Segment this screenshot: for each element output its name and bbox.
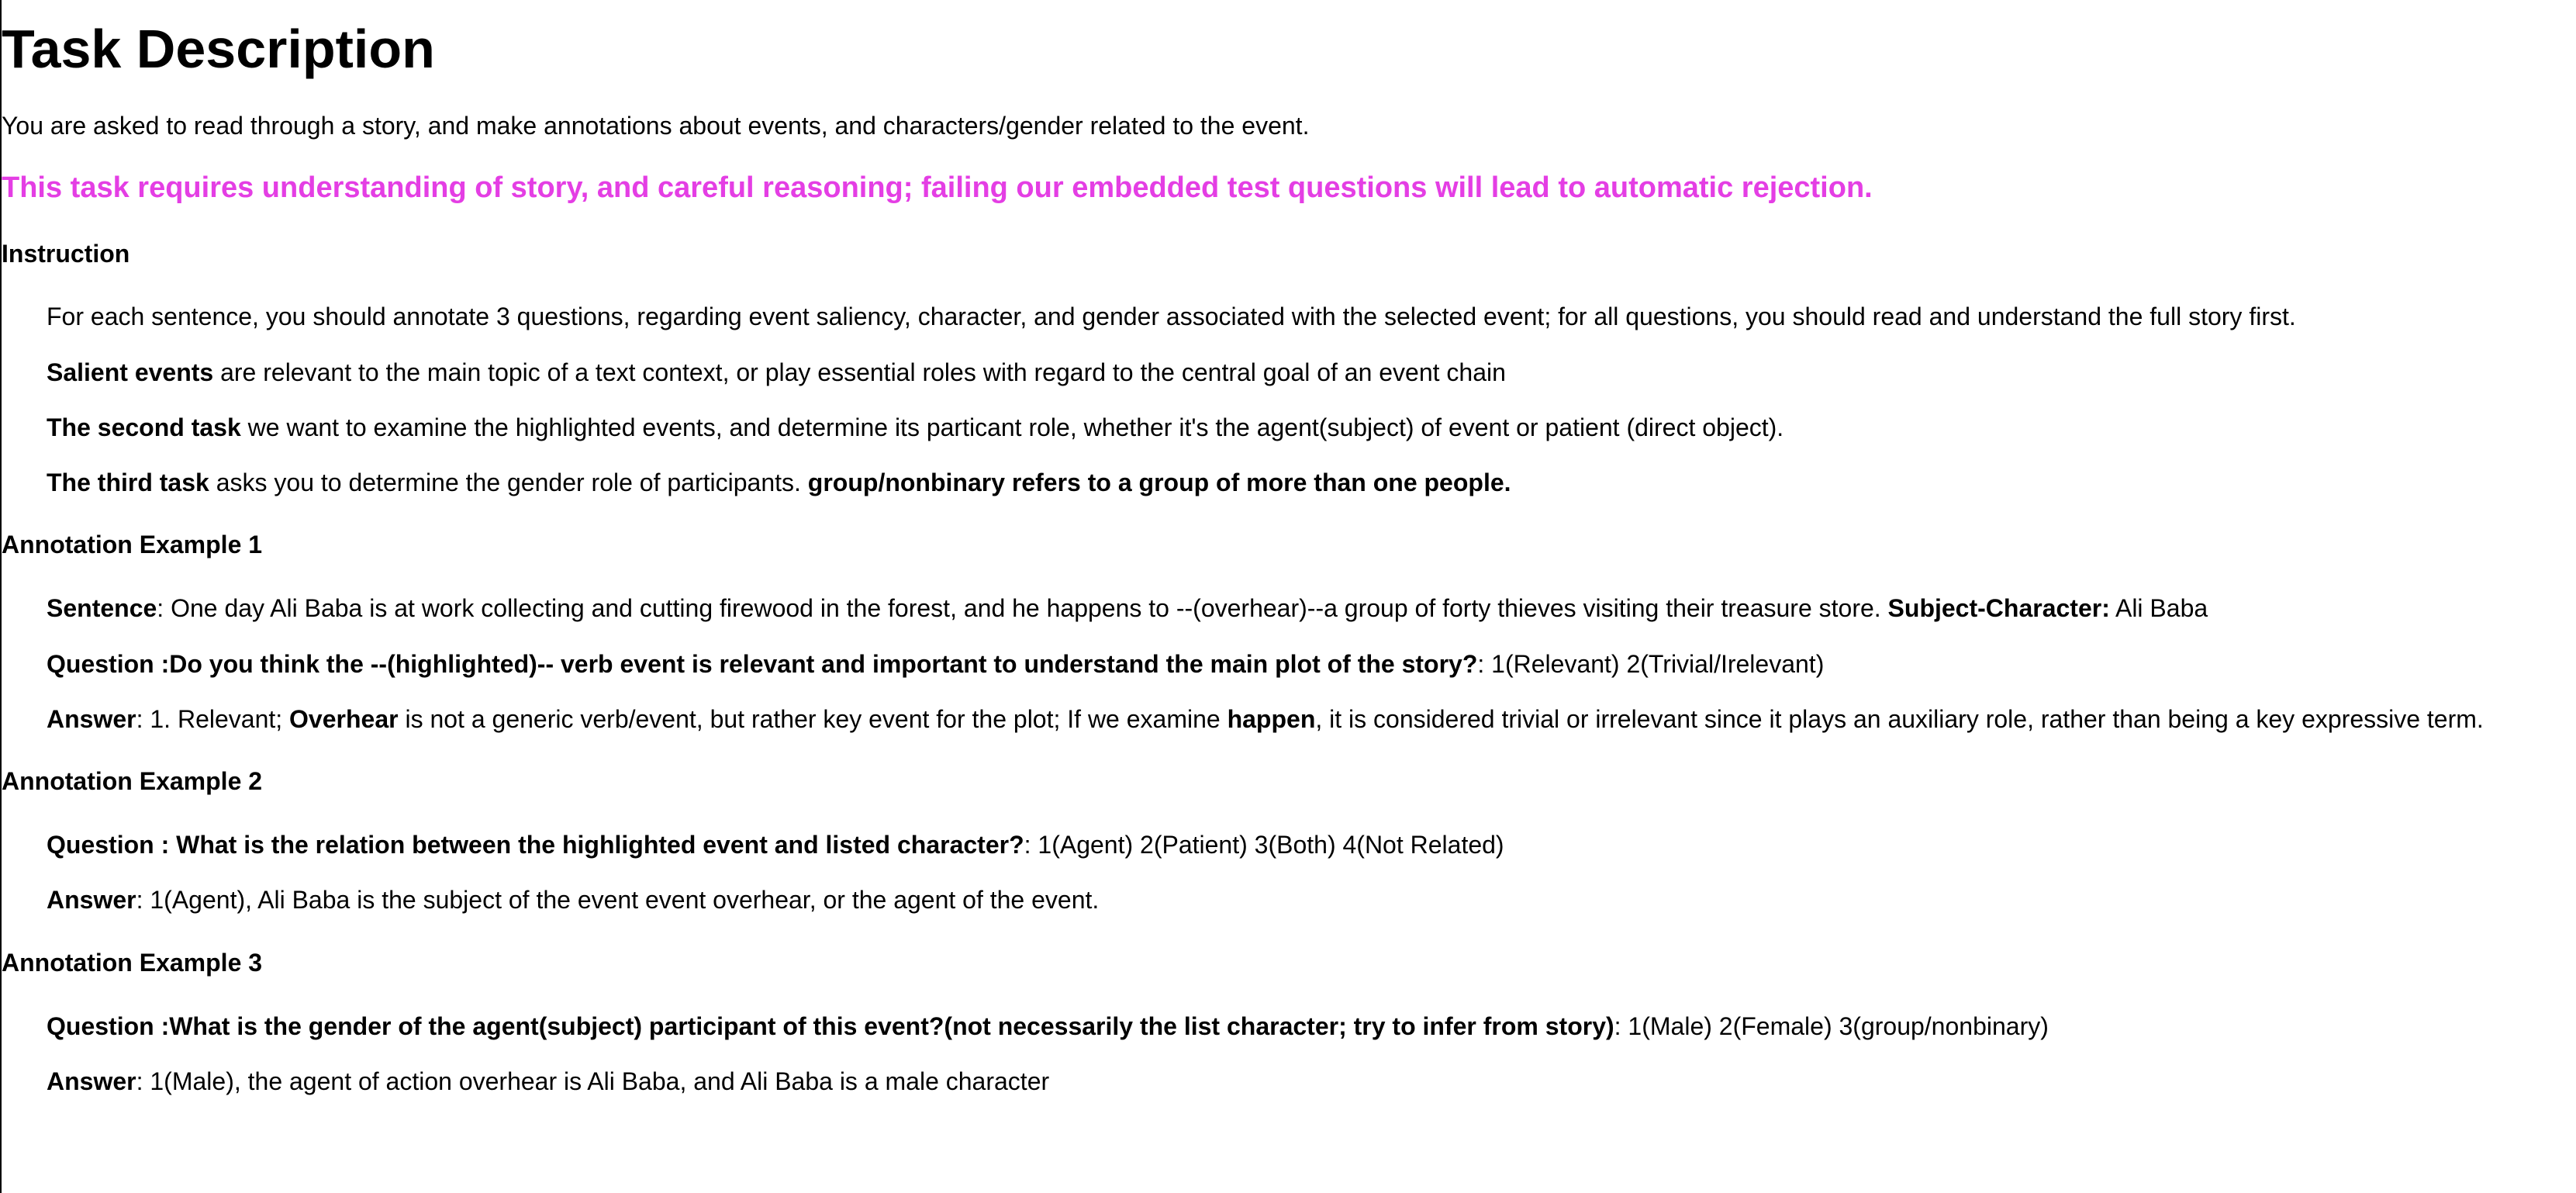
intro-text: You are asked to read through a story, and make annotations about events, and characters/gender related to the event. xyxy=(2,112,1310,140)
example1-answer-text-3: , it is considered trivial or irrelevant since it plays an auxiliary role, rather than being a key expressive term. xyxy=(1315,705,2484,733)
example2-question-options: : 1(Agent) 2(Patient) 3(Both) 4(Not Related) xyxy=(1024,831,1504,859)
example2-answer-text: : 1(Agent), Ali Baba is the subject of the event event overhear, or the agent of the event. xyxy=(136,886,1100,914)
group-nonbinary-note: group/nonbinary refers to a group of more than one people. xyxy=(807,469,1511,496)
example1-question-label: Question :Do you think the --(highlighted)-- verb event is relevant and important to understand the main plot of the story? xyxy=(47,650,1478,678)
example3-answer xyxy=(47,1066,1049,1097)
example1-sentence-text: : One day Ali Baba is at work collecting and cutting firewood in the forest, and he happens to --(overhear)--a group of forty thieves visiting their treasure store. xyxy=(157,594,1888,622)
salient-events-text: are relevant to the main topic of a text context, or play essential roles with regard to the central goal of an event chain xyxy=(213,358,1506,386)
example1-answer-text-1: : 1. Relevant; xyxy=(136,705,290,733)
example1-answer-overhear: Overhear xyxy=(289,705,399,733)
example1-heading: Annotation Example 1 xyxy=(2,531,263,558)
example2-question-label: Question : What is the relation between the highlighted event and listed character? xyxy=(47,831,1024,859)
salient-events-description xyxy=(47,357,1506,388)
instruction-heading: Instruction xyxy=(2,240,130,268)
example1-subject-label: Subject-Character: xyxy=(1887,594,2110,622)
salient-events-label: Salient events xyxy=(47,358,214,386)
example2-answer-label: Answer xyxy=(47,886,136,914)
example1-subject-value: Ali Baba xyxy=(2109,594,2208,622)
example2-answer xyxy=(47,884,1099,915)
example1-answer xyxy=(47,704,2484,735)
second-task-label: The second task xyxy=(47,413,241,441)
example3-heading: Annotation Example 3 xyxy=(2,949,263,977)
second-task-text: we want to examine the highlighted events, and determine its particant role, whether it's the agent(subject) of event or patient (direct object). xyxy=(240,413,1784,441)
example3-question-options: : 1(Male) 2(Female) 3(group/nonbinary) xyxy=(1614,1012,2049,1040)
instruction-overview: For each sentence, you should annotate 3 questions, regarding event saliency, character, and gender associated with the selected event; for all questions, you should read and understand the full story first. xyxy=(47,303,2296,330)
page-title: Task Description xyxy=(2,19,435,79)
example1-question-options: : 1(Relevant) 2(Trivial/Irelevant) xyxy=(1477,650,1825,678)
third-task-label: The third task xyxy=(47,469,209,496)
example3-answer-text: : 1(Male), the agent of action overhear is Ali Baba, and Ali Baba is a male character xyxy=(136,1067,1050,1095)
example3-question-label: Question :What is the gender of the agent(subject) participant of this event?(not necessarily the list character; try to infer from story) xyxy=(47,1012,1614,1040)
warning-text: This task requires understanding of story, and careful reasoning; failing our embedded test questions will lead to automatic rejection. xyxy=(2,171,1873,204)
example2-question xyxy=(47,829,1504,860)
example2-heading: Annotation Example 2 xyxy=(2,767,263,795)
example1-answer-text-2: is not a generic verb/event, but rather key event for the plot; If we examine xyxy=(398,705,1228,733)
example3-question xyxy=(47,1011,2049,1042)
example1-answer-label: Answer xyxy=(47,705,136,733)
third-task-description xyxy=(47,467,1511,498)
third-task-text: asks you to determine the gender role of participants. xyxy=(209,469,808,496)
example1-sentence-label: Sentence xyxy=(47,594,157,622)
example3-answer-label: Answer xyxy=(47,1067,136,1095)
example1-question xyxy=(47,648,1824,679)
second-task-description xyxy=(47,412,1784,443)
example1-sentence xyxy=(47,593,2208,624)
example1-answer-happen: happen xyxy=(1227,705,1316,733)
